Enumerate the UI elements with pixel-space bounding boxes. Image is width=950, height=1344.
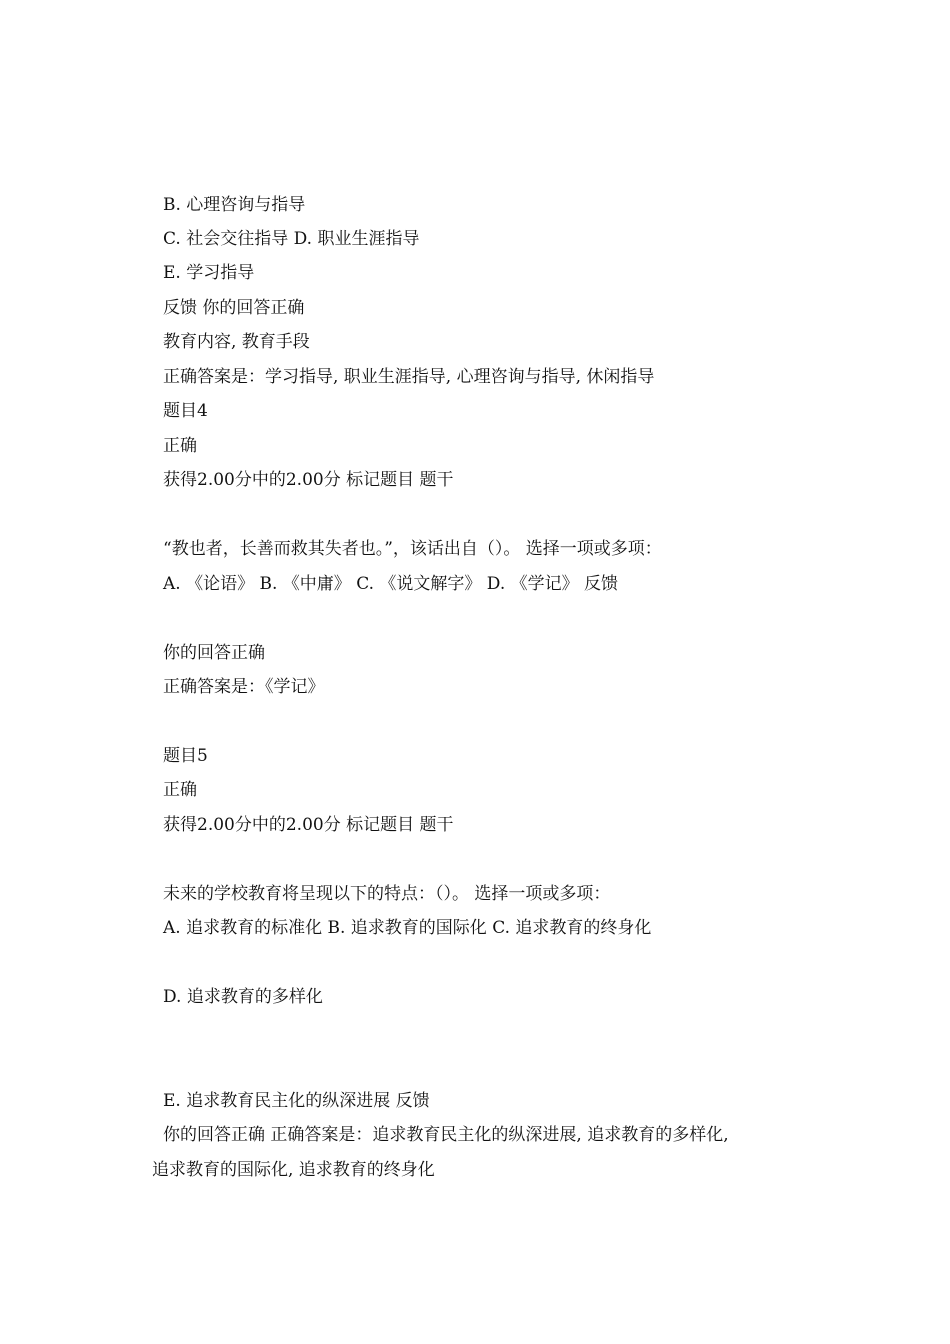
- question-5-score-line: 获得2.00分中的2.00分 标记题目 题干: [163, 815, 454, 835]
- question-4-heading: 题目4: [163, 401, 208, 421]
- question-5-stem: 未来的学校教育将呈现以下的特点：（）。 选择一项或多项：: [163, 884, 611, 904]
- correct-answer-line: 正确答案是：学习指导, 职业生涯指导, 心理咨询与指导, 休闲指导: [163, 367, 655, 387]
- text-line: 教育内容, 教育手段: [163, 332, 310, 352]
- question-5-options-a-c: A. 追求教育的标准化 B. 追求教育的国际化 C. 追求教育的终身化: [163, 918, 652, 938]
- option-e-line: E. 学习指导: [163, 263, 255, 283]
- question-5-answer-continued: 追求教育的国际化, 追求教育的终身化: [152, 1160, 435, 1180]
- option-b-line: B. 心理咨询与指导: [163, 195, 306, 215]
- question-4-status: 正确: [163, 436, 197, 456]
- question-4-options: A. 《论语》 B. 《中庸》 C. 《说文解字》 D. 《学记》 反馈: [163, 574, 619, 594]
- question-5-option-e: E. 追求教育民主化的纵深进展 反馈: [163, 1091, 430, 1111]
- question-4-stem: “教也者，长善而救其失者也。”，该话出自（）。 选择一项或多项：: [163, 539, 662, 559]
- question-5-option-d: D. 追求教育的多样化: [163, 987, 323, 1007]
- question-5-heading: 题目5: [163, 746, 208, 766]
- question-4-feedback: 你的回答正确: [163, 643, 265, 663]
- question-5-status: 正确: [163, 780, 197, 800]
- question-4-correct-answer: 正确答案是：《学记》: [163, 677, 325, 697]
- feedback-line: 反馈 你的回答正确: [163, 298, 305, 318]
- question-4-score-line: 获得2.00分中的2.00分 标记题目 题干: [163, 470, 454, 490]
- question-5-feedback-answer: 你的回答正确 正确答案是：追求教育民主化的纵深进展, 追求教育的多样化,: [163, 1125, 729, 1145]
- options-c-d-line: C. 社会交往指导 D. 职业生涯指导: [163, 229, 420, 249]
